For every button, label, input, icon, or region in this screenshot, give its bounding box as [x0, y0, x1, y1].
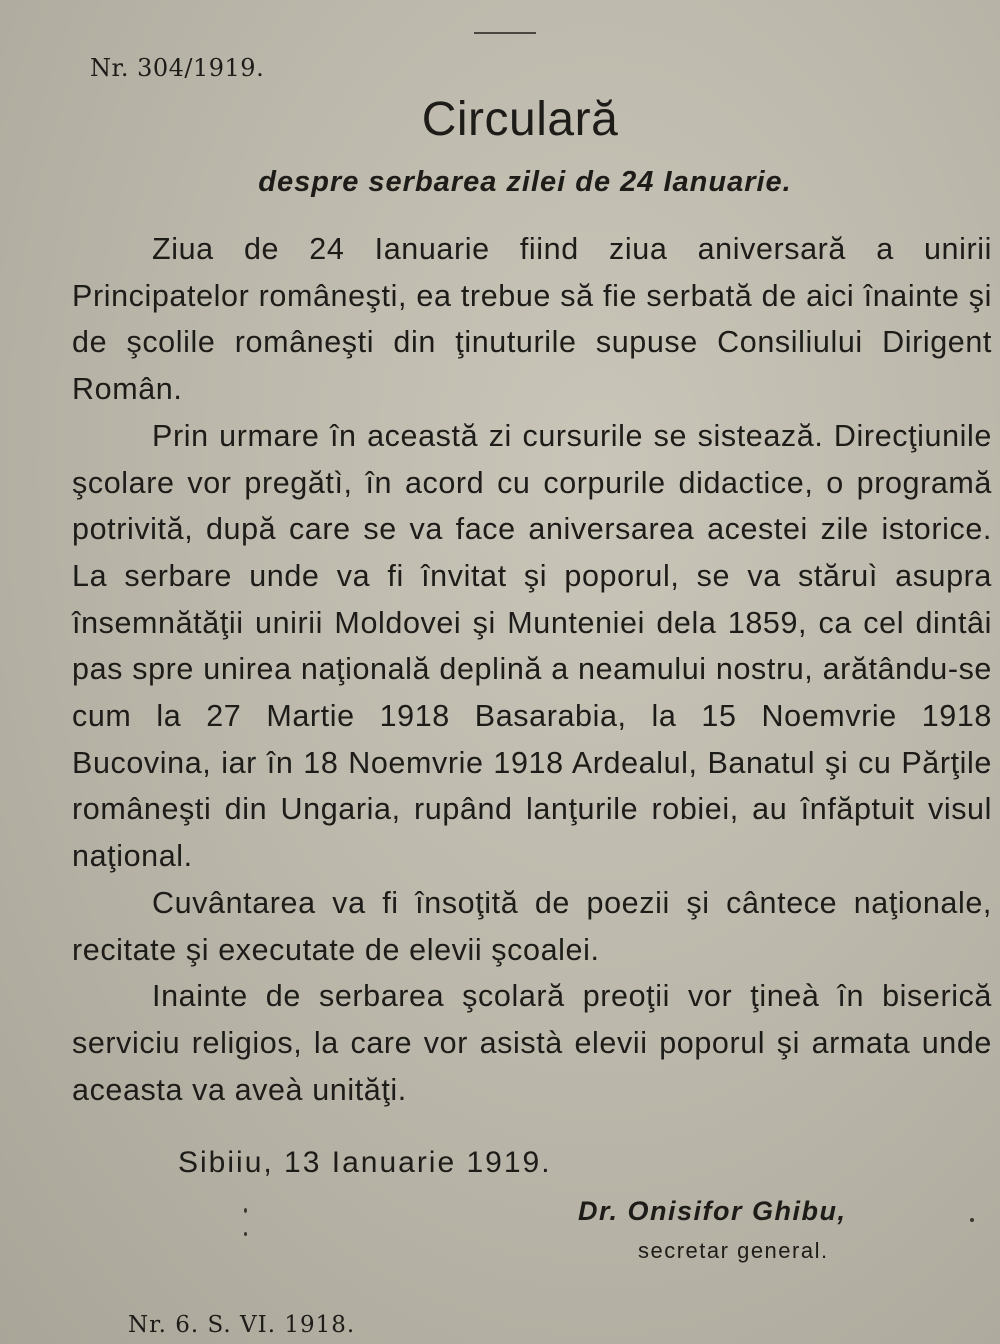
paragraph: Cuvântarea va fi însoţită de poezii şi cântece naţionale, recitate şi executate de elevii şcoalei.	[72, 885, 992, 967]
paragraph: Prin urmare în această zi cursurile se sistează. Direcţiunile şcolare vor pregătì, în acord cu corpurile didactice, o programă potrivită, după care se va face aniversarea acestei zile istorice. La serbare unde va fi învitat şi poporul, se va stăruì asupra însemnătăţii unirii Moldovei şi Munteniei dela 1859, ca cel dintâi pas spre unirea naţională deplină a neamului nostru, arătându-se cum la 27 Martie 1918 Basarabia, la 15 Noemvrie 1918 Bucovina, iar în 18 Noemvrie 1918 Ardealul, Banatul şi cu Părţile româneşti din Ungaria, rupând lanţurile robiei, au înfăptuit visul naţional.	[72, 418, 992, 874]
signature-role: secretar general.	[638, 1238, 829, 1263]
footer-number: Nr. 6. S. VI. 1918.	[128, 1312, 356, 1338]
document-subtitle: despre serbarea zilei de 24 Ianuarie.	[258, 166, 792, 198]
document-title: Circulară	[421, 93, 619, 146]
document-number: Nr. 304/1919.	[90, 54, 265, 82]
top-rule	[474, 32, 536, 34]
place-date: Sibiiu, 13 Ianuarie 1919.	[178, 1146, 552, 1179]
paragraph: Ziua de 24 Ianuarie fiind ziua aniversară a unirii Principatelor româneşti, ea trebue să fie serbată de aici înainte şi de şcolile româneşti din ţinuturile supuse Consiliului Dirigent Român.	[72, 232, 992, 407]
paper-speck	[970, 1218, 974, 1222]
paragraph: Inainte de serbarea şcolară preoţii vor ţineà în biserică serviciu religios, la care vor asistà elevii poporul şi armata unde aceasta va aveà unităţi.	[72, 979, 992, 1107]
document-body	[72, 226, 992, 1113]
signature-name: Dr. Onisifor Ghibu,	[578, 1196, 847, 1226]
paper-speck	[244, 1208, 247, 1213]
paper-speck	[244, 1232, 247, 1236]
